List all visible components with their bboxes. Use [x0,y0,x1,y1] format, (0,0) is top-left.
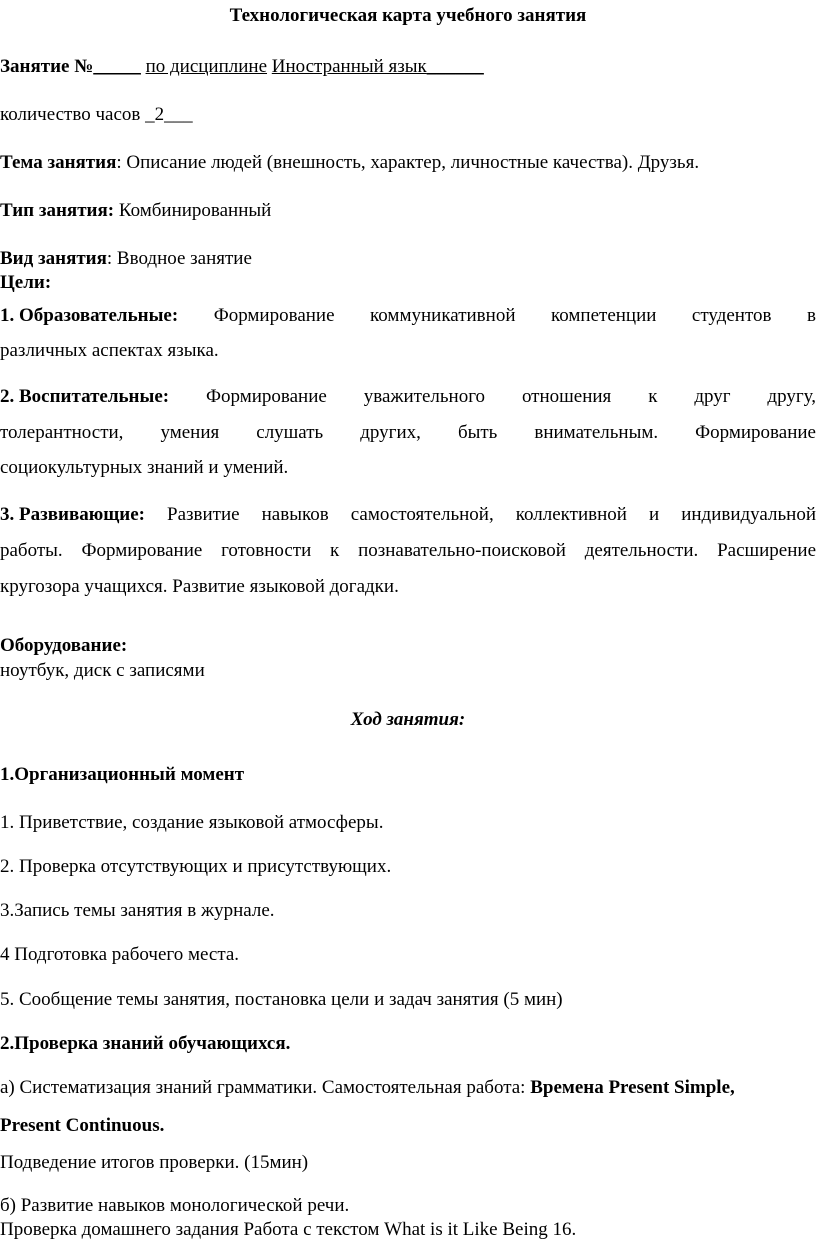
kind-label: Вид занятия [0,248,107,269]
course-title: Ход занятия: [350,709,466,730]
hours-label: количество часов [0,104,141,125]
goal-word: умения [160,422,220,443]
goal-word: Формирование [205,386,327,407]
section1-item: 3.Запись темы занятия в журнале. [0,900,275,921]
goal-word: уважительного [363,386,486,407]
goal-developing-line1 [0,503,816,527]
goal-developing-line2 [0,539,816,563]
goal-word: Развитие [167,504,240,525]
goal-word: коммуникативной [370,305,516,326]
goal-word: Формирование [695,422,816,443]
section2-a-line [0,1076,735,1100]
section2-a-text: а) Систематизация знаний грамматики. Самостоятельная работа: [0,1077,531,1098]
equipment-label: Оборудование: [0,635,128,656]
goal-word: к [648,386,658,407]
goal-developing-label: 3. Развивающие: [0,504,145,525]
goal-word: Формирование [213,305,335,326]
goal-word: слушать [256,422,324,443]
section2-title: 2.Проверка знаний обучающихся. [0,1033,291,1054]
section2-a-bold: Времена Present Simple, [530,1077,735,1098]
goal-word: к [330,540,340,561]
goal-educational-line1 [0,304,816,328]
section1-item: 2. Проверка отсутствующих и присутствующих. [0,856,392,877]
goal-word: других, [360,422,421,443]
section1-item: 1. Приветствие, создание языковой атмосферы. [0,812,384,833]
goal-word: толерантности, [0,422,124,443]
goal-upbringing-line3: социокультурных знаний и умений. [0,457,289,478]
goal-upbringing-line1 [0,385,816,409]
goal-word: самостоятельной, [350,504,494,525]
section2-homework: Проверка домашнего задания Работа с текстом What is it Like Being 16. [0,1219,577,1240]
goal-developing-line3: кругозора учащихся. Развитие языковой догадки. [0,576,399,597]
goal-word: готовности [221,540,312,561]
lesson-number-blank: _____ [93,56,141,77]
equipment-value: ноутбук, диск с записями [0,660,205,681]
lesson-number-label: Занятие № [0,56,94,77]
type-line [0,199,271,223]
goal-word: познавательно-поисковой [358,540,566,561]
hours-value: _2___ [145,104,193,125]
page-title: Технологическая карта учебного занятия [229,5,587,26]
goal-word: друг [694,386,731,407]
section2-a-bold2: Present Continuous. [0,1115,165,1136]
goal-upbringing-line2 [0,421,816,445]
topic-value: : Описание людей (внешность, характер, личностные качества). Друзья. [116,152,700,173]
goal-educational-line2: различных аспектах языка. [0,340,219,361]
discipline-blank: ______ [426,56,484,77]
hours-line [0,103,193,127]
goal-word: компетенции [550,305,657,326]
goal-word: коллективной [515,504,627,525]
goal-word: быть [457,422,498,443]
goal-upbringing-label: 2. Воспитательные: [0,386,170,407]
goal-word: в [807,305,816,326]
discipline-value: Иностранный язык [271,56,427,77]
type-label: Тип занятия: [0,200,115,221]
type-value: Комбинированный [118,200,272,221]
goal-word: Расширение [717,540,816,561]
goal-word: Формирование [81,540,203,561]
goal-educational-label: 1. Образовательные: [0,305,179,326]
goal-word: другу, [767,386,816,407]
goal-word: отношения [521,386,612,407]
discipline-label: по дисциплине [145,56,268,77]
section1-item: 5. Сообщение темы занятия, постановка цели и задач занятия (5 мин) [0,989,563,1010]
goal-word: студентов [691,305,772,326]
kind-line [0,247,252,271]
topic-label: Тема занятия [0,152,117,173]
section2-b-text: б) Развитие навыков монологической речи. [0,1195,350,1216]
kind-value: : Вводное занятие [106,248,252,269]
goal-word: и [648,504,660,525]
goal-word: работы. [0,540,63,561]
lesson-number-line [0,55,484,79]
goals-label: Цели: [0,272,52,293]
section1-title: 1.Организационный момент [0,764,245,785]
goal-word: внимательным. [534,422,659,443]
topic-line [0,151,699,175]
section1-item: 4 Подготовка рабочего места. [0,944,240,965]
goal-word: индивидуальной [681,504,816,525]
goal-word: деятельности. [584,540,699,561]
goal-word: навыков [261,504,329,525]
section2-summary: Подведение итогов проверки. (15мин) [0,1152,309,1173]
